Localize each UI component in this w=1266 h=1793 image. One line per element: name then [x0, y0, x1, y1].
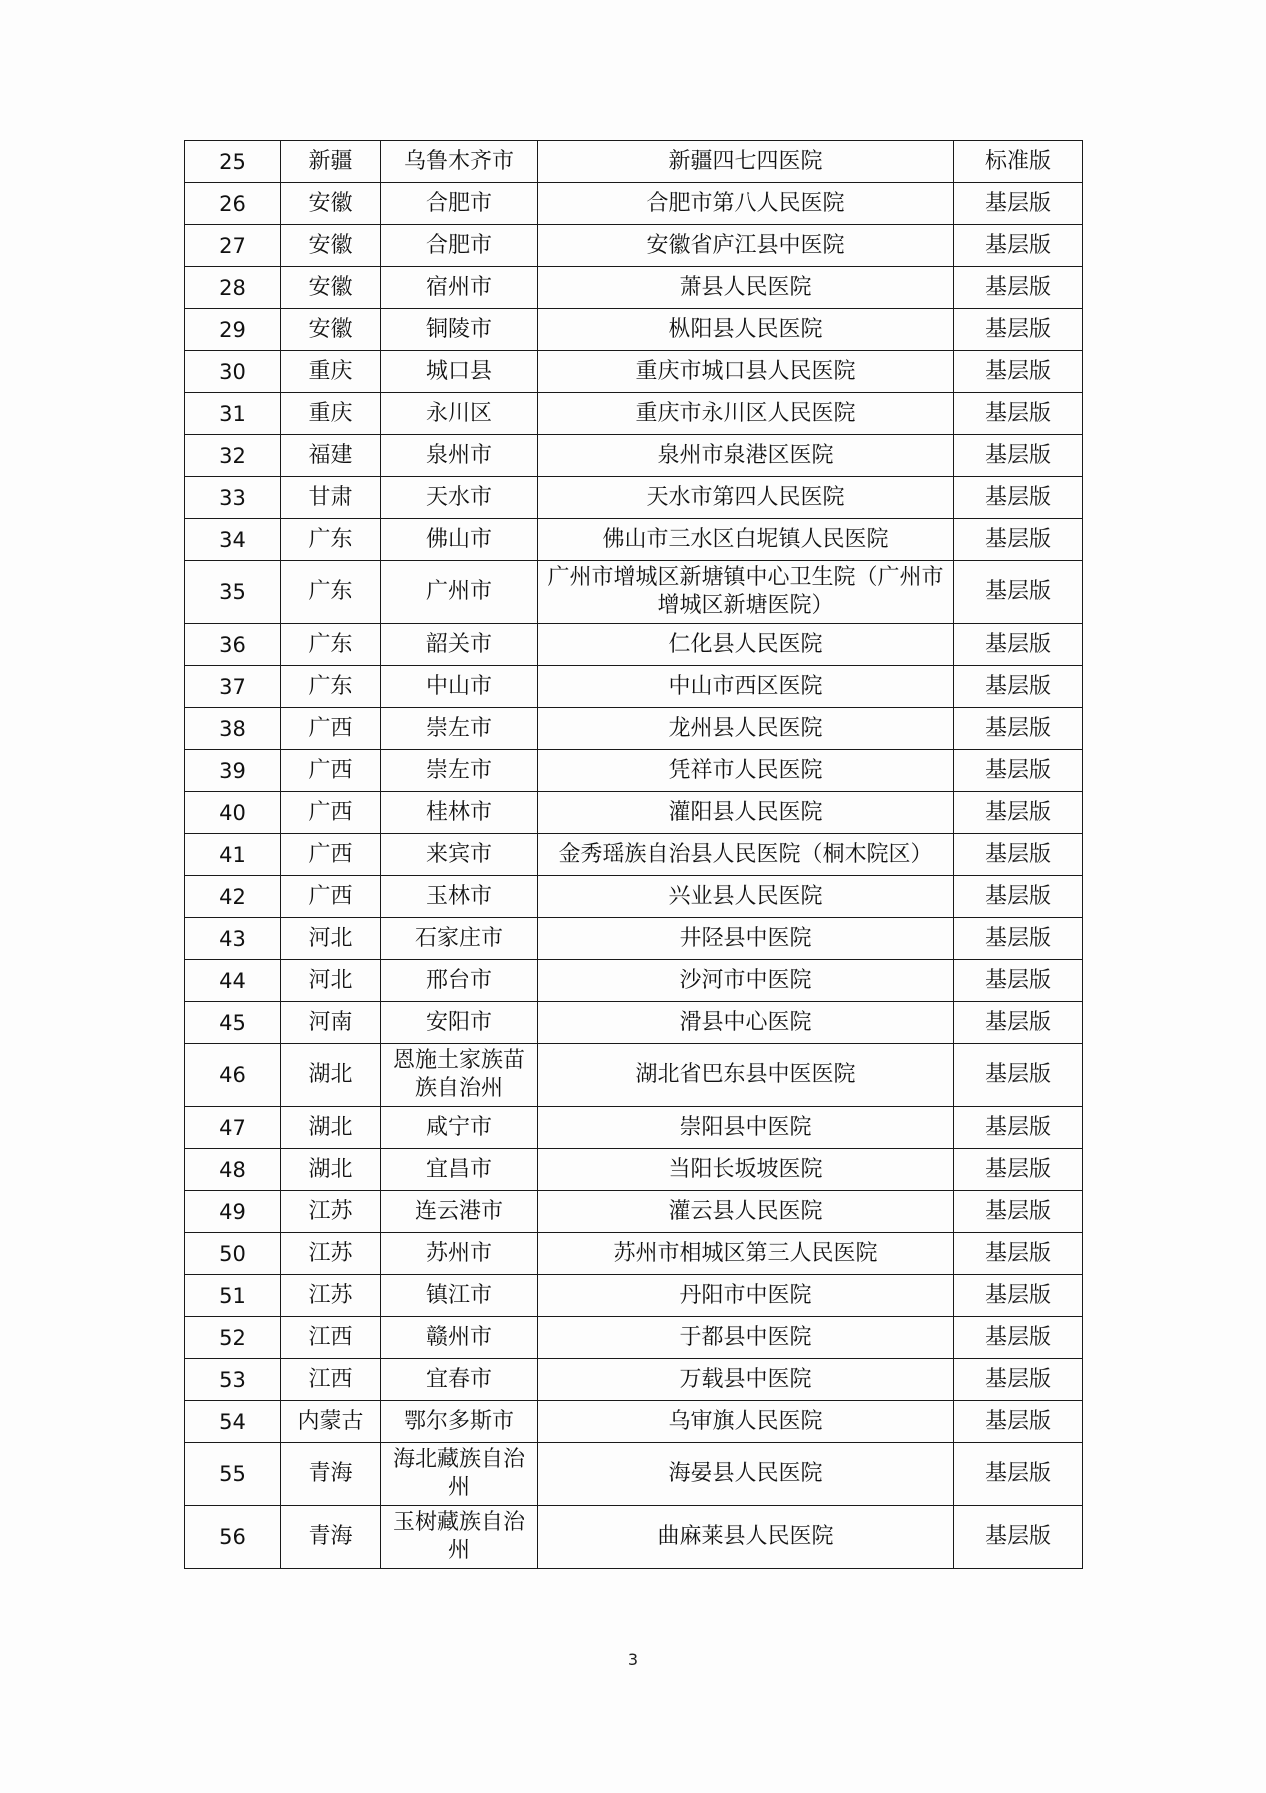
cell-number: 55	[185, 1443, 281, 1506]
table-row	[185, 666, 1083, 708]
cell-number: 45	[185, 1002, 281, 1044]
cell-province: 内蒙古	[281, 1401, 381, 1443]
cell-city: 来宾市	[381, 834, 538, 876]
cell-hospital: 兴业县人民医院	[538, 876, 954, 918]
cell-version: 基层版	[954, 267, 1083, 309]
cell-hospital: 灌云县人民医院	[538, 1191, 954, 1233]
cell-city: 赣州市	[381, 1317, 538, 1359]
cell-hospital: 重庆市城口县人民医院	[538, 351, 954, 393]
cell-province: 安徽	[281, 267, 381, 309]
cell-province: 河北	[281, 918, 381, 960]
cell-city: 合肥市	[381, 183, 538, 225]
cell-city: 玉树藏族自治州	[381, 1506, 538, 1569]
cell-province: 广西	[281, 708, 381, 750]
cell-city: 宜春市	[381, 1359, 538, 1401]
cell-province: 广西	[281, 750, 381, 792]
cell-city: 鄂尔多斯市	[381, 1401, 538, 1443]
cell-province: 安徽	[281, 225, 381, 267]
cell-province: 甘肃	[281, 477, 381, 519]
cell-province: 河北	[281, 960, 381, 1002]
hospital-table-body	[185, 141, 1083, 1569]
cell-version: 基层版	[954, 1317, 1083, 1359]
cell-hospital: 万载县中医院	[538, 1359, 954, 1401]
cell-number: 43	[185, 918, 281, 960]
cell-version: 标准版	[954, 141, 1083, 183]
cell-version: 基层版	[954, 309, 1083, 351]
cell-city: 中山市	[381, 666, 538, 708]
cell-city: 石家庄市	[381, 918, 538, 960]
cell-version: 基层版	[954, 225, 1083, 267]
cell-version: 基层版	[954, 876, 1083, 918]
cell-number: 54	[185, 1401, 281, 1443]
cell-city: 乌鲁木齐市	[381, 141, 538, 183]
cell-version: 基层版	[954, 666, 1083, 708]
cell-version: 基层版	[954, 351, 1083, 393]
cell-city: 咸宁市	[381, 1107, 538, 1149]
table-row	[185, 351, 1083, 393]
cell-province: 广东	[281, 561, 381, 624]
table-row	[185, 876, 1083, 918]
cell-version: 基层版	[954, 561, 1083, 624]
cell-city: 安阳市	[381, 1002, 538, 1044]
cell-province: 江苏	[281, 1191, 381, 1233]
cell-hospital: 重庆市永川区人民医院	[538, 393, 954, 435]
cell-number: 41	[185, 834, 281, 876]
cell-hospital: 崇阳县中医院	[538, 1107, 954, 1149]
cell-version: 基层版	[954, 1107, 1083, 1149]
cell-province: 湖北	[281, 1107, 381, 1149]
cell-version: 基层版	[954, 1002, 1083, 1044]
cell-hospital: 当阳长坂坡医院	[538, 1149, 954, 1191]
cell-number: 46	[185, 1044, 281, 1107]
cell-hospital: 曲麻莱县人民医院	[538, 1506, 954, 1569]
cell-number: 37	[185, 666, 281, 708]
cell-version: 基层版	[954, 960, 1083, 1002]
cell-hospital: 天水市第四人民医院	[538, 477, 954, 519]
cell-province: 广东	[281, 666, 381, 708]
cell-city: 海北藏族自治州	[381, 1443, 538, 1506]
table-row	[185, 435, 1083, 477]
table-row	[185, 183, 1083, 225]
cell-hospital: 苏州市相城区第三人民医院	[538, 1233, 954, 1275]
table-row	[185, 141, 1083, 183]
table-row	[185, 1401, 1083, 1443]
page-number: 3	[627, 1650, 639, 1669]
cell-city: 永川区	[381, 393, 538, 435]
cell-province: 青海	[281, 1506, 381, 1569]
cell-province: 湖北	[281, 1044, 381, 1107]
cell-number: 35	[185, 561, 281, 624]
cell-hospital: 滑县中心医院	[538, 1002, 954, 1044]
cell-city: 镇江市	[381, 1275, 538, 1317]
cell-version: 基层版	[954, 477, 1083, 519]
cell-version: 基层版	[954, 918, 1083, 960]
cell-version: 基层版	[954, 435, 1083, 477]
table-row	[185, 918, 1083, 960]
table-row	[185, 1044, 1083, 1107]
table-row	[185, 624, 1083, 666]
cell-city: 崇左市	[381, 750, 538, 792]
table-row	[185, 309, 1083, 351]
cell-city: 合肥市	[381, 225, 538, 267]
cell-city: 恩施土家族苗族自治州	[381, 1044, 538, 1107]
cell-province: 广东	[281, 624, 381, 666]
cell-city: 桂林市	[381, 792, 538, 834]
cell-version: 基层版	[954, 1149, 1083, 1191]
cell-number: 30	[185, 351, 281, 393]
cell-hospital: 萧县人民医院	[538, 267, 954, 309]
table-row	[185, 1233, 1083, 1275]
cell-city: 天水市	[381, 477, 538, 519]
cell-hospital: 灌阳县人民医院	[538, 792, 954, 834]
cell-number: 32	[185, 435, 281, 477]
cell-number: 25	[185, 141, 281, 183]
cell-number: 33	[185, 477, 281, 519]
cell-city: 宿州市	[381, 267, 538, 309]
cell-number: 40	[185, 792, 281, 834]
cell-province: 江西	[281, 1359, 381, 1401]
cell-hospital: 乌审旗人民医院	[538, 1401, 954, 1443]
cell-province: 江西	[281, 1317, 381, 1359]
cell-number: 39	[185, 750, 281, 792]
cell-province: 重庆	[281, 351, 381, 393]
cell-province: 湖北	[281, 1149, 381, 1191]
table-row	[185, 1107, 1083, 1149]
cell-hospital: 沙河市中医院	[538, 960, 954, 1002]
cell-province: 福建	[281, 435, 381, 477]
cell-number: 36	[185, 624, 281, 666]
cell-version: 基层版	[954, 834, 1083, 876]
cell-number: 26	[185, 183, 281, 225]
cell-number: 47	[185, 1107, 281, 1149]
cell-hospital: 丹阳市中医院	[538, 1275, 954, 1317]
cell-province: 青海	[281, 1443, 381, 1506]
hospital-table	[184, 140, 1083, 1569]
cell-hospital: 合肥市第八人民医院	[538, 183, 954, 225]
table-row	[185, 1275, 1083, 1317]
cell-number: 42	[185, 876, 281, 918]
table-row	[185, 1002, 1083, 1044]
cell-province: 广西	[281, 834, 381, 876]
cell-city: 玉林市	[381, 876, 538, 918]
cell-city: 崇左市	[381, 708, 538, 750]
cell-number: 50	[185, 1233, 281, 1275]
cell-number: 31	[185, 393, 281, 435]
cell-number: 48	[185, 1149, 281, 1191]
cell-version: 基层版	[954, 393, 1083, 435]
cell-city: 韶关市	[381, 624, 538, 666]
cell-number: 56	[185, 1506, 281, 1569]
cell-version: 基层版	[954, 1443, 1083, 1506]
table-row	[185, 1317, 1083, 1359]
table-row	[185, 225, 1083, 267]
cell-city: 宜昌市	[381, 1149, 538, 1191]
cell-version: 基层版	[954, 624, 1083, 666]
cell-version: 基层版	[954, 519, 1083, 561]
cell-city: 泉州市	[381, 435, 538, 477]
cell-city: 苏州市	[381, 1233, 538, 1275]
cell-hospital: 井陉县中医院	[538, 918, 954, 960]
cell-version: 基层版	[954, 1506, 1083, 1569]
table-row	[185, 561, 1083, 624]
table-row	[185, 1443, 1083, 1506]
cell-hospital: 安徽省庐江县中医院	[538, 225, 954, 267]
cell-city: 广州市	[381, 561, 538, 624]
cell-province: 重庆	[281, 393, 381, 435]
cell-province: 广西	[281, 792, 381, 834]
cell-version: 基层版	[954, 1275, 1083, 1317]
table-row	[185, 792, 1083, 834]
cell-version: 基层版	[954, 1401, 1083, 1443]
cell-number: 44	[185, 960, 281, 1002]
cell-city: 佛山市	[381, 519, 538, 561]
cell-version: 基层版	[954, 1044, 1083, 1107]
cell-version: 基层版	[954, 183, 1083, 225]
table-row	[185, 834, 1083, 876]
cell-province: 安徽	[281, 309, 381, 351]
cell-hospital: 佛山市三水区白坭镇人民医院	[538, 519, 954, 561]
cell-hospital: 广州市增城区新塘镇中心卫生院（广州市增城区新塘医院）	[538, 561, 954, 624]
cell-hospital: 仁化县人民医院	[538, 624, 954, 666]
cell-hospital: 中山市西区医院	[538, 666, 954, 708]
cell-version: 基层版	[954, 1233, 1083, 1275]
table-row	[185, 1191, 1083, 1233]
cell-hospital: 泉州市泉港区医院	[538, 435, 954, 477]
cell-city: 连云港市	[381, 1191, 538, 1233]
cell-number: 38	[185, 708, 281, 750]
cell-hospital: 金秀瑶族自治县人民医院（桐木院区）	[538, 834, 954, 876]
cell-number: 49	[185, 1191, 281, 1233]
cell-hospital: 枞阳县人民医院	[538, 309, 954, 351]
cell-hospital: 湖北省巴东县中医医院	[538, 1044, 954, 1107]
table-row	[185, 1359, 1083, 1401]
cell-number: 28	[185, 267, 281, 309]
cell-number: 29	[185, 309, 281, 351]
cell-number: 53	[185, 1359, 281, 1401]
cell-hospital: 海晏县人民医院	[538, 1443, 954, 1506]
hospital-table-container	[184, 140, 1082, 1569]
cell-province: 安徽	[281, 183, 381, 225]
cell-province: 江苏	[281, 1233, 381, 1275]
cell-hospital: 凭祥市人民医院	[538, 750, 954, 792]
cell-number: 52	[185, 1317, 281, 1359]
cell-province: 新疆	[281, 141, 381, 183]
cell-hospital: 于都县中医院	[538, 1317, 954, 1359]
cell-number: 51	[185, 1275, 281, 1317]
cell-hospital: 新疆四七四医院	[538, 141, 954, 183]
table-row	[185, 750, 1083, 792]
table-row	[185, 393, 1083, 435]
cell-province: 河南	[281, 1002, 381, 1044]
table-row	[185, 960, 1083, 1002]
table-row	[185, 1149, 1083, 1191]
cell-city: 邢台市	[381, 960, 538, 1002]
cell-version: 基层版	[954, 750, 1083, 792]
table-row	[185, 477, 1083, 519]
cell-version: 基层版	[954, 792, 1083, 834]
table-row	[185, 1506, 1083, 1569]
table-row	[185, 519, 1083, 561]
cell-number: 34	[185, 519, 281, 561]
cell-version: 基层版	[954, 708, 1083, 750]
cell-hospital: 龙州县人民医院	[538, 708, 954, 750]
cell-number: 27	[185, 225, 281, 267]
cell-version: 基层版	[954, 1359, 1083, 1401]
cell-province: 广西	[281, 876, 381, 918]
cell-province: 江苏	[281, 1275, 381, 1317]
cell-city: 城口县	[381, 351, 538, 393]
table-row	[185, 267, 1083, 309]
cell-version: 基层版	[954, 1191, 1083, 1233]
table-row	[185, 708, 1083, 750]
cell-city: 铜陵市	[381, 309, 538, 351]
cell-province: 广东	[281, 519, 381, 561]
